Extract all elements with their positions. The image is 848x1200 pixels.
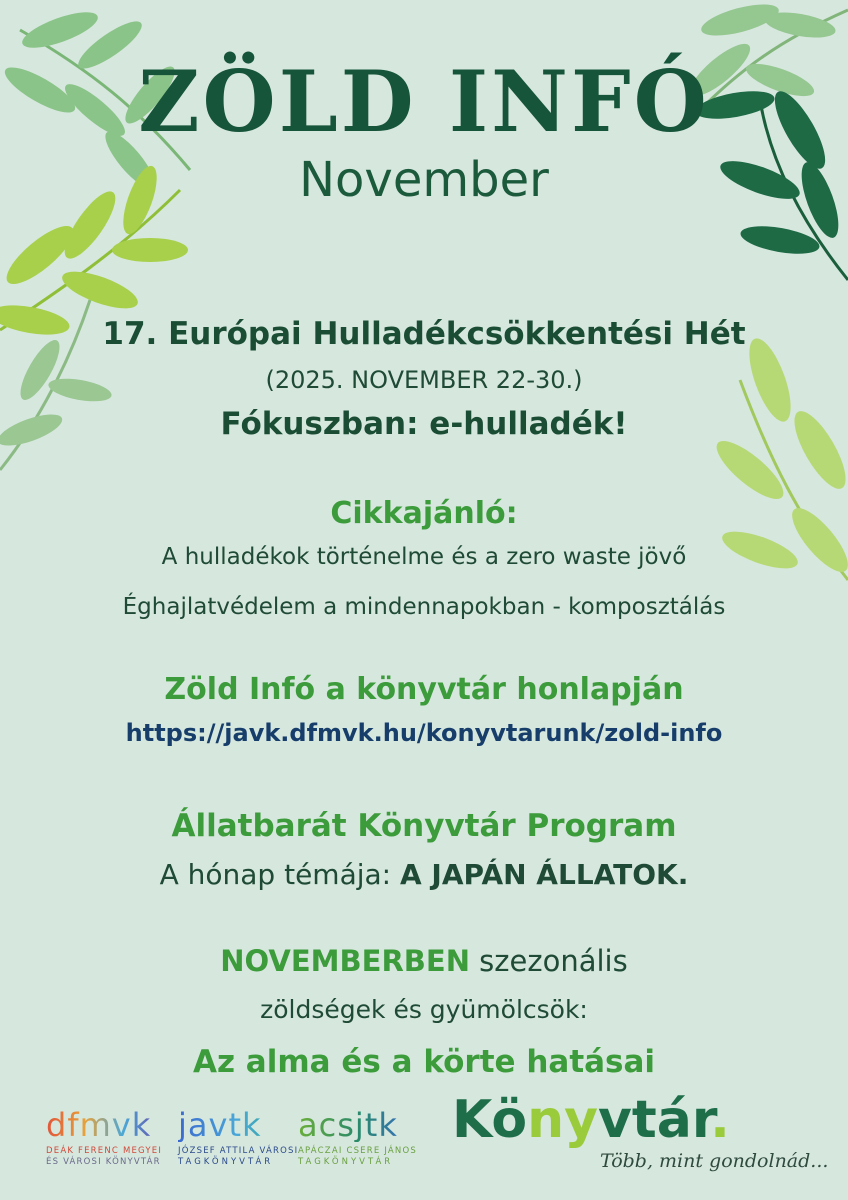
page-subtitle: November: [299, 152, 549, 208]
articles-heading: Cikkajánló:: [330, 496, 518, 531]
konyvtar-logo-part2: ny: [527, 1090, 599, 1150]
event-focus: Fókuszban: e-hulladék!: [220, 406, 628, 442]
acsjtk-logo-word: acsjtk: [298, 1108, 417, 1142]
tagline: Több, mint gondolnád...: [600, 1150, 829, 1172]
konyvtar-logo[interactable]: [452, 1092, 730, 1148]
website-heading: Zöld Infó a könyvtár honlapján: [164, 672, 684, 707]
dfmvk-logo-sub2: ÉS VÁROSI KÖNYVTÁR: [46, 1157, 161, 1167]
konyvtar-logo-dot: .: [710, 1090, 730, 1150]
website-link[interactable]: https://javk.dfmvk.hu/konyvtarunk/zold-info: [125, 719, 723, 747]
article-item[interactable]: Éghajlatvédelem a mindennapokban - komposztálás: [122, 594, 726, 620]
event-dates: (2025. NOVEMBER 22-30.): [265, 366, 583, 394]
javtk-logo-sub1: JÓZSEF ATTILA VÁROSI: [178, 1146, 299, 1156]
javtk-logo-sub2: TAGKÖNYVTÁR: [178, 1157, 274, 1167]
seasonal-highlight: NOVEMBERBEN: [220, 944, 470, 978]
program-theme-line: [0, 858, 848, 891]
konyvtar-logo-part1: Kö: [452, 1090, 528, 1150]
event-heading: 17. Európai Hulladékcsökkentési Hét: [102, 316, 746, 352]
javtk-logo-word: javtk: [178, 1108, 298, 1142]
acsjtk-logo-sub2: TAGKÖNYVTÁR: [298, 1157, 394, 1167]
program-theme: A JAPÁN ÁLLATOK.: [400, 858, 689, 891]
dfmvk-logo[interactable]: [46, 1108, 162, 1168]
acsjtk-logo[interactable]: [298, 1108, 417, 1168]
article-item[interactable]: A hulladékok történelme és a zero waste jövő: [161, 544, 687, 570]
dfmvk-logo-word: dfmvk: [46, 1108, 162, 1142]
seasonal-title[interactable]: Az alma és a körte hatásai: [192, 1044, 656, 1080]
seasonal-line-1: [0, 944, 848, 978]
konyvtar-logo-part3: vtár: [598, 1090, 711, 1150]
page-title: ZÖLD INFÓ: [138, 52, 710, 151]
program-theme-prefix: A hónap témája:: [159, 858, 400, 891]
dfmvk-logo-sub1: DEÁK FERENC MEGYEI: [46, 1146, 163, 1156]
program-heading: Állatbarát Könyvtár Program: [171, 808, 677, 844]
seasonal-line1-rest: szezonális: [469, 944, 628, 978]
acsjtk-logo-sub1: APÁCZAI CSERE JÁNOS: [298, 1146, 417, 1156]
javtk-logo[interactable]: [178, 1108, 298, 1168]
seasonal-line-2: zöldségek és gyümölcsök:: [260, 995, 588, 1024]
